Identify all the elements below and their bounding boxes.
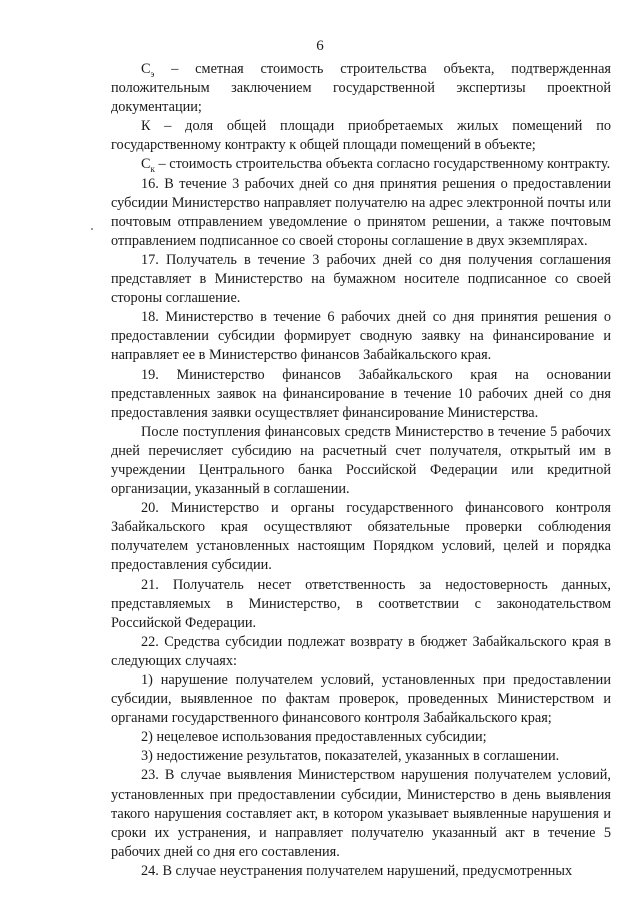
paragraph-24: 24. В случае неустранения получателем нарушений, предусмотренных <box>141 862 573 879</box>
definition-ce: $С_э$ – сметная стоимость строительства объекта, подтвержденная положительным заключением государственной экспертизы проектной документации; <box>111 61 611 116</box>
paragraph-18: 18. Министерство в течение 6 рабочих дней со дня принятия решения о предоставлении субсидии формирует сводную заявку на финансирование и направляет ее в Министерство финансов Забайкальского края. <box>111 309 611 364</box>
paragraph-17: 17. Получатель в течение 3 рабочих дней со дня получения соглашения представляет в Министерство на бумажном носителе подписанное со своей стороны соглашение. <box>111 251 611 307</box>
paragraph-22-item-2: 2) нецелевое использования предоставленных субсидии; <box>141 729 487 746</box>
definition-ck: $С_к$ – стоимость строительства объекта согласно государственному контракту. <box>141 156 611 175</box>
paragraph-22-item-3: 3) недостижение результатов, показателей, указанных в соглашении. <box>141 748 560 765</box>
paragraph-20: 20. Министерство и органы государственного финансового контроля Забайкальского края осуществляют обязательные проверки соблюдения получателем установленных настоящим Порядком условий, целей и порядка предоставления субсидии. <box>111 500 611 574</box>
paragraph-23: 23. В случае выявления Министерством нарушения получателем условий, установленных при предоставлении субсидии, Министерство в день выявления такого нарушения составляет акт, в котором указывает выявленные нарушения и сроки их устранения, и направляет получателю указанный акт в течение 5 рабочих дней со дня его составления. <box>111 767 611 860</box>
margin-mark <box>91 228 93 230</box>
paragraph-19: 19. Министерство финансов Забайкальского края на основании представленных заявок на финансирование в течение 10 рабочих дней со дня предоставления заявки осуществляет финансирование Министерства. <box>111 366 611 421</box>
paragraph-16: 16. В течение 3 рабочих дней со дня принятия решения о предоставлении субсидии Министерство направляет получателю на адрес электронной почты или почтовым отправлением уведомление о принятом решении, а также почтовым отправлением подписанное со своей стороны соглашение в двух экземплярах. <box>111 175 611 249</box>
paragraph-22-item-1: 1) нарушение получателем условий, установленных при предоставлении субсидии, выявленное по фактам проверок, проведенных Министерством и органами государственного финансового контроля Забайкальского края; <box>111 672 611 727</box>
document-body <box>111 60 611 881</box>
paragraph-22: 22. Средства субсидии подлежат возврату в бюджет Забайкальского края в следующих случаях: <box>111 633 611 669</box>
definition-k: К – доля общей площади приобретаемых жилых помещений по государственному контракту к общей площади помещений в объекте; <box>111 118 611 154</box>
paragraph-21: 21. Получатель несет ответственность за недостоверность данных, представляемых в Министерство, в соответствии с законодательством Российской Федерации. <box>111 576 611 631</box>
page-number: 6 <box>316 38 324 54</box>
paragraph-19-continued: После поступления финансовых средств Министерство в течение 5 рабочих дней перечисляет субсидию на расчетный счет получателя, открытый им в учреждении Центрального банка Российской Федерации или кредитной организации, указанный в соглашении. <box>111 423 611 498</box>
